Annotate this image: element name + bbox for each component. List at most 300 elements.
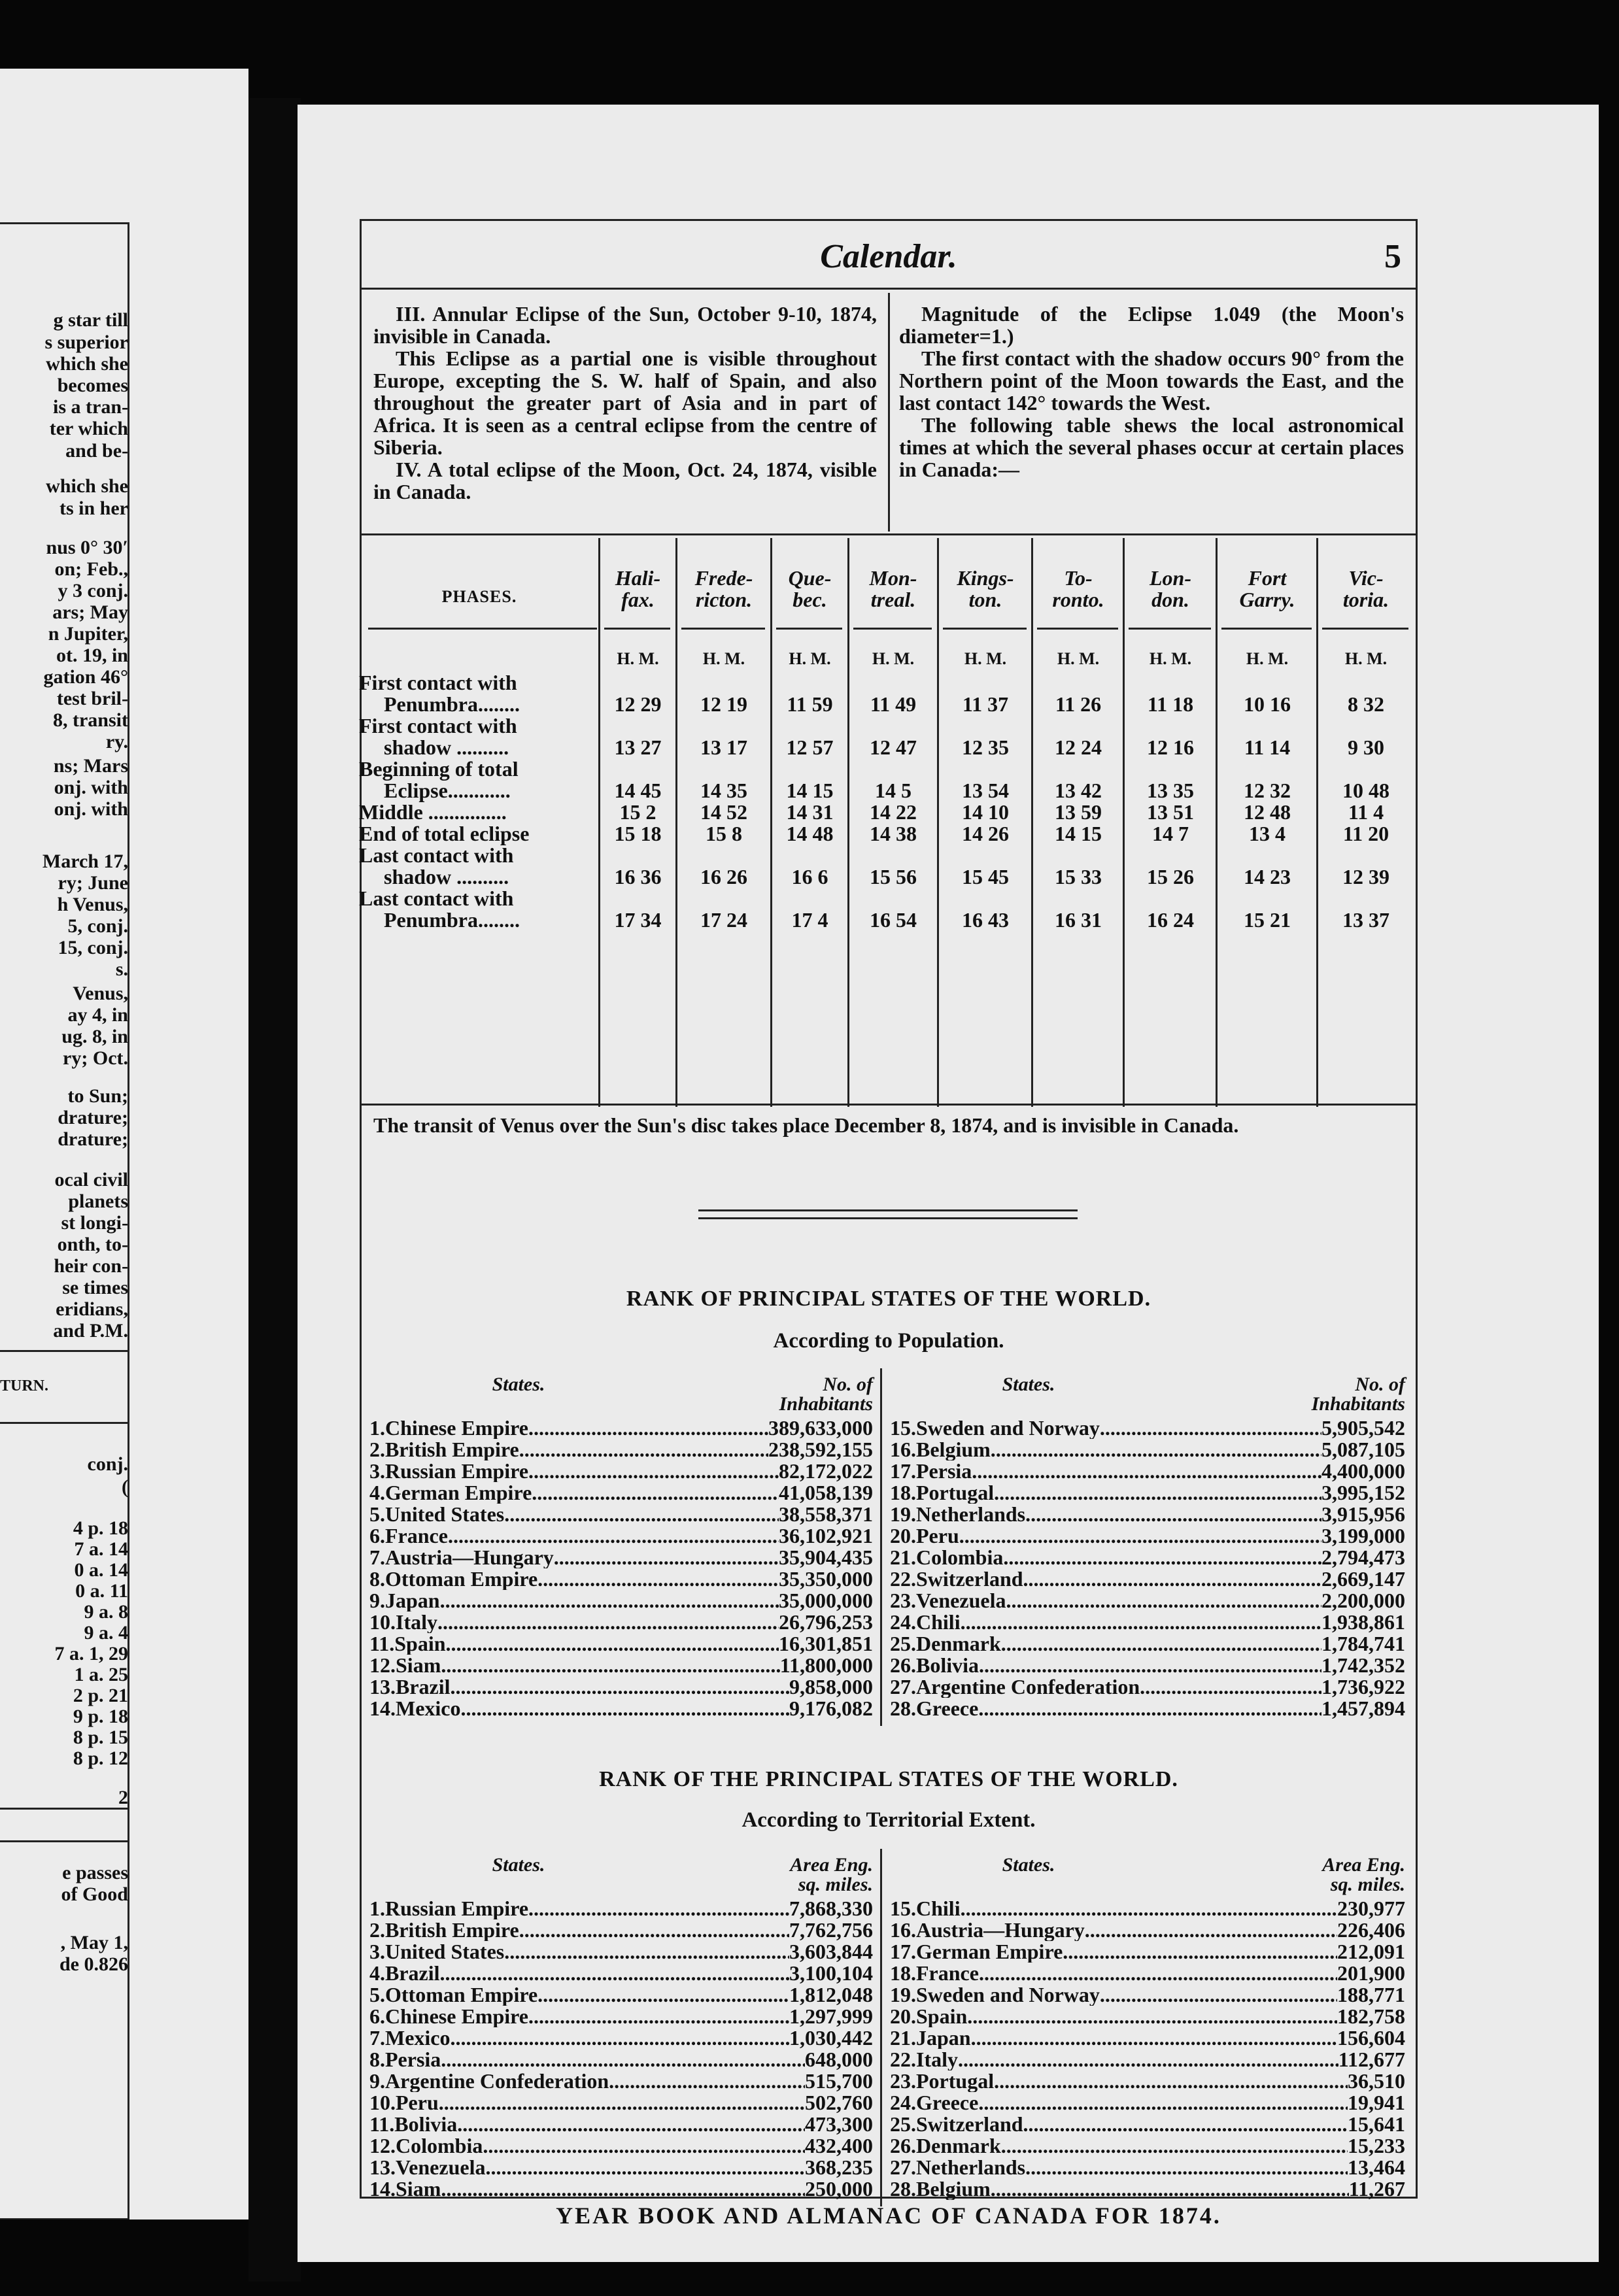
rank-number: 5. <box>369 1984 385 2006</box>
leader-dots <box>441 1655 779 1676</box>
phase-label: End of total eclipse <box>359 822 530 845</box>
state-name: Greece <box>916 1698 979 1719</box>
previous-page-line: onj. with <box>54 798 128 820</box>
state-value: 1,938,861 <box>1321 1612 1405 1633</box>
previous-page-rule <box>0 1808 128 1810</box>
state-name: Mexico <box>396 1698 461 1719</box>
previous-page-line: h Venus, <box>57 894 128 915</box>
rank-number: 27. <box>890 2157 916 2178</box>
annular-eclipse-text: This Eclipse as a partial one is visible throughout Europe, excepting the S. W. half of Spain, and also throughout the greater part of Asia and in part of Africa. It is seen as a central eclipse from the centre of Siberia. <box>373 346 877 459</box>
leader-dots <box>1085 1919 1337 1941</box>
ranking-row <box>890 2157 1405 2178</box>
rank-number: 14. <box>369 2178 396 2200</box>
leader-dots <box>1001 2135 1348 2157</box>
state-value: 5,905,542 <box>1321 1417 1405 1439</box>
place-header-line1: Vic- <box>1348 566 1384 590</box>
ranking-row <box>369 1676 873 1698</box>
state-name: Belgium <box>916 2178 991 2200</box>
rank-number: 16. <box>890 1919 916 1941</box>
rank-number: 22. <box>890 1568 916 1590</box>
ranking-row <box>369 1482 873 1504</box>
time-cell: 12 19 <box>700 692 747 716</box>
ranking-row <box>369 1439 873 1460</box>
ranking-row <box>369 2178 873 2200</box>
hours-minutes-label: H. M. <box>872 649 915 668</box>
place-header-rule <box>943 628 1027 630</box>
ranking-row <box>890 1417 1405 1439</box>
state-value: 201,900 <box>1337 1963 1405 1984</box>
place-header-line1: Mon- <box>869 566 917 590</box>
previous-page-line: ry. <box>105 731 128 752</box>
previous-page-line: ter which <box>49 418 128 439</box>
time-cell: 14 35 <box>700 779 747 802</box>
previous-page-line: 1 a. 25 <box>74 1664 128 1685</box>
ranking-row <box>369 1504 873 1525</box>
hours-minutes-label: H. M. <box>1246 649 1289 668</box>
previous-page-line: nus 0° 30′ <box>46 537 128 558</box>
time-cell: 11 49 <box>870 692 917 716</box>
table-center-divider <box>880 1368 882 1726</box>
hours-minutes-label: H. M. <box>617 649 659 668</box>
leader-dots <box>451 2027 790 2049</box>
rank-number: 28. <box>890 1698 916 1719</box>
ranking-row <box>369 2049 873 2070</box>
state-value: 1,736,922 <box>1321 1676 1405 1698</box>
phase-label-cont: shadow .......... <box>384 865 509 888</box>
previous-page-line: becomes <box>57 375 128 396</box>
ranking-row <box>890 1612 1405 1633</box>
hours-minutes-label: H. M. <box>1344 649 1388 668</box>
state-value: 1,297,999 <box>789 2006 873 2027</box>
rank-number: 17. <box>890 1460 916 1482</box>
time-cell: 11 26 <box>1055 692 1102 716</box>
state-value: 38,558,371 <box>779 1504 873 1525</box>
calendar-page <box>298 105 1599 2262</box>
place-header <box>939 567 1032 611</box>
ranking-row <box>369 1698 873 1719</box>
states-column-header: States. <box>1002 1854 1055 1876</box>
state-name: Chinese Empire <box>385 2006 528 2027</box>
state-name: Ottoman Empire <box>385 1984 538 2006</box>
rank-number: 12. <box>369 1655 396 1676</box>
previous-page-line: is a tran- <box>53 396 128 418</box>
ranking-row <box>890 1984 1405 2006</box>
time-cell: 16 24 <box>1147 908 1194 932</box>
ranking-row <box>369 1919 873 1941</box>
ranking-row <box>890 2092 1405 2114</box>
state-name: Venezuela <box>396 2157 486 2178</box>
ranking-row <box>890 2135 1405 2157</box>
state-value: 2,669,147 <box>1321 1568 1405 1590</box>
time-cell: 14 38 <box>870 822 917 845</box>
previous-page-line: de 0.826 <box>60 1953 128 1975</box>
leader-dots <box>1063 1941 1337 1963</box>
previous-page-rule <box>0 1840 128 1842</box>
previous-page-line: 9 p. 18 <box>73 1706 128 1727</box>
state-value: 7,762,756 <box>789 1919 873 1941</box>
place-header-rule <box>853 628 932 630</box>
rank-number: 10. <box>369 1612 396 1633</box>
previous-page-line: of Good <box>61 1883 128 1905</box>
state-name: Japan <box>385 1590 440 1612</box>
ranking-row <box>369 2027 873 2049</box>
state-name: United States <box>385 1941 505 1963</box>
state-value: 4,400,000 <box>1321 1460 1405 1482</box>
place-header <box>1125 567 1216 611</box>
rank-number: 11. <box>369 2114 395 2135</box>
rank-number: 19. <box>890 1984 916 2006</box>
page-number: 5 <box>1384 238 1401 275</box>
place-header-rule <box>681 628 765 630</box>
leader-dots <box>554 1547 779 1568</box>
value-header-line1: No. of <box>823 1374 873 1395</box>
state-value: 9,858,000 <box>789 1676 873 1698</box>
state-name: Netherlands <box>916 2157 1026 2178</box>
value-header-line1: No. of <box>1355 1374 1405 1395</box>
leader-dots <box>537 1568 779 1590</box>
rank-number: 12. <box>369 2135 396 2157</box>
ranking-row <box>890 2027 1405 2049</box>
value-header-line2: sq. miles. <box>798 1874 873 1895</box>
leader-dots <box>991 2178 1349 2200</box>
time-cell: 16 6 <box>791 865 828 888</box>
place-header <box>849 567 937 611</box>
place-header-line1: Fort <box>1248 566 1287 590</box>
leader-dots <box>1100 1417 1321 1439</box>
leader-dots <box>528 1417 768 1439</box>
rank-number: 18. <box>890 1963 916 1984</box>
time-cell: 13 4 <box>1249 822 1286 845</box>
state-name: Bolivia <box>394 2114 458 2135</box>
previous-page-line: ( <box>122 1476 128 1498</box>
ranking-row <box>890 1482 1405 1504</box>
place-header <box>677 567 770 611</box>
rank-number: 13. <box>369 1676 396 1698</box>
time-cell: 17 4 <box>791 908 828 932</box>
territory-title: RANK OF THE PRINCIPAL STATES OF THE WORLD. <box>599 1767 1178 1791</box>
state-value: 389,633,000 <box>768 1417 873 1439</box>
state-value: 432,400 <box>805 2135 873 2157</box>
ranking-row <box>369 1633 873 1655</box>
intro-right-column <box>899 303 1404 481</box>
phase-label-cont: Penumbra........ <box>384 692 520 716</box>
place-header-line1: Frede- <box>694 566 753 590</box>
time-cell: 11 18 <box>1147 692 1194 716</box>
leader-dots <box>441 2178 805 2200</box>
eclipse-magnitude: Magnitude of the Eclipse 1.049 (the Moon's diameter=1.) <box>899 302 1404 348</box>
ranking-row <box>890 1676 1405 1698</box>
phase-label-cont: Penumbra........ <box>384 908 520 932</box>
rank-number: 17. <box>890 1941 916 1963</box>
leader-dots <box>532 1482 779 1504</box>
state-value: 515,700 <box>805 2070 873 2092</box>
ranking-row <box>369 1590 873 1612</box>
time-cell: 15 21 <box>1244 908 1291 932</box>
ranking-row <box>369 1655 873 1676</box>
time-cell: 8 32 <box>1348 692 1384 716</box>
ranking-row <box>890 1460 1405 1482</box>
leader-dots <box>1140 1676 1321 1698</box>
rank-number: 5. <box>369 1504 385 1525</box>
rank-number: 16. <box>890 1439 916 1460</box>
rank-number: 22. <box>890 2049 916 2070</box>
state-name: Brazil <box>385 1963 440 1984</box>
previous-page-line: gation 46° <box>43 666 128 688</box>
state-name: Italy <box>396 1612 437 1633</box>
leader-dots <box>972 1460 1321 1482</box>
leader-dots <box>979 1963 1337 1984</box>
state-name: Italy <box>916 2049 958 2070</box>
time-cell: 12 47 <box>870 735 917 759</box>
time-cell: 11 20 <box>1342 822 1389 845</box>
rank-number: 14. <box>369 1698 396 1719</box>
leader-dots <box>519 1919 789 1941</box>
previous-page-line: ocal civil <box>54 1169 128 1190</box>
leader-dots <box>967 2006 1337 2027</box>
value-header-line2: Inhabitants <box>1311 1393 1405 1415</box>
time-cell: 12 29 <box>614 692 662 716</box>
state-value: 41,058,139 <box>779 1482 873 1504</box>
previous-page-rule <box>0 1422 128 1424</box>
ranking-row <box>890 1547 1405 1568</box>
rank-number: 15. <box>890 1898 916 1919</box>
hours-minutes-label: H. M. <box>1149 649 1192 668</box>
rank-number: 23. <box>890 2070 916 2092</box>
time-cell: 15 26 <box>1147 865 1194 888</box>
place-header <box>1033 567 1123 611</box>
header-rule <box>362 288 1416 290</box>
time-cell: 15 2 <box>619 800 656 824</box>
previous-page-line: ars; May <box>52 601 128 623</box>
rank-number: 4. <box>369 1482 385 1504</box>
leader-dots <box>440 1590 779 1612</box>
state-name: British Empire <box>385 1439 519 1460</box>
place-header-line1: Hali- <box>615 566 661 590</box>
previous-page-line: onj. with <box>54 777 128 798</box>
time-cell: 13 17 <box>700 735 747 759</box>
time-cell: 16 36 <box>614 865 662 888</box>
state-value: 13,464 <box>1348 2157 1405 2178</box>
time-cell: 17 34 <box>614 908 662 932</box>
state-value: 82,172,022 <box>779 1460 873 1482</box>
previous-page-line: 9 a. 8 <box>84 1601 128 1623</box>
phase-label: Middle ............... <box>359 800 507 824</box>
time-cell: 9 30 <box>1348 735 1384 759</box>
time-cell: 14 31 <box>786 800 834 824</box>
state-name: Brazil <box>396 1676 451 1698</box>
time-cell: 16 54 <box>870 908 917 932</box>
time-cell: 13 35 <box>1147 779 1194 802</box>
place-header-line2: toria. <box>1342 588 1389 611</box>
leader-dots <box>446 1633 779 1655</box>
hours-minutes-label: H. M. <box>789 649 831 668</box>
previous-page-line: ry; Oct. <box>63 1047 128 1069</box>
rank-number: 3. <box>369 1460 385 1482</box>
time-cell: 12 39 <box>1342 865 1389 888</box>
state-name: Siam <box>396 2178 441 2200</box>
state-value: 11,800,000 <box>779 1655 873 1676</box>
state-value: 7,868,330 <box>789 1898 873 1919</box>
time-cell: 16 43 <box>962 908 1009 932</box>
state-name: Switzerland <box>916 2114 1023 2135</box>
time-cell: 12 32 <box>1244 779 1291 802</box>
time-cell: 12 16 <box>1147 735 1194 759</box>
leader-dots <box>528 1898 789 1919</box>
previous-page-line: 9 a. 4 <box>84 1622 128 1644</box>
time-cell: 14 5 <box>875 779 912 802</box>
leader-dots <box>991 1439 1321 1460</box>
state-name: German Empire <box>385 1482 532 1504</box>
previous-page-line: Venus, <box>73 983 128 1004</box>
rank-number: 11. <box>369 1633 395 1655</box>
state-name: France <box>916 1963 979 1984</box>
leader-dots <box>519 1439 768 1460</box>
previous-page-rule <box>0 1350 128 1352</box>
value-column-header <box>1238 1855 1405 1895</box>
rank-number: 19. <box>890 1504 916 1525</box>
state-name: Venezuela <box>916 1590 1006 1612</box>
leader-dots <box>537 1984 789 2006</box>
ranking-row <box>890 1590 1405 1612</box>
time-cell: 15 45 <box>962 865 1009 888</box>
footer-title: YEAR BOOK AND ALMANAC OF CANADA FOR 1874. <box>556 2203 1221 2229</box>
rank-number: 7. <box>369 1547 385 1568</box>
state-value: 230,977 <box>1337 1898 1405 1919</box>
phase-label: First contact with <box>359 714 517 737</box>
place-header-line1: To- <box>1064 566 1093 590</box>
states-column-header: States. <box>1002 1374 1055 1395</box>
state-name: Sweden and Norway <box>916 1984 1100 2006</box>
time-cell: 12 35 <box>962 735 1009 759</box>
previous-page-line: ts in her <box>60 498 128 519</box>
value-header-line2: Inhabitants <box>779 1393 873 1415</box>
previous-page-line: ot. 19, in <box>56 645 128 666</box>
previous-page-line: eridians, <box>56 1298 128 1320</box>
hours-minutes-label: H. M. <box>702 649 745 668</box>
state-value: 5,087,105 <box>1321 1439 1405 1460</box>
page-title: Calendar. <box>820 238 957 275</box>
state-value: 36,102,921 <box>779 1525 873 1547</box>
ranking-row <box>369 1460 873 1482</box>
state-name: Colombia <box>916 1547 1004 1568</box>
previous-page-line: 7 a. 14 <box>74 1538 128 1560</box>
previous-page-line: to Sun; <box>67 1085 128 1107</box>
book-gutter <box>248 98 301 2282</box>
time-cell: 15 33 <box>1055 865 1102 888</box>
rank-number: 9. <box>369 1590 385 1612</box>
phase-label: Last contact with <box>359 886 514 910</box>
leader-dots <box>1025 1504 1321 1525</box>
rank-number: 6. <box>369 2006 385 2027</box>
previous-page-line: 8 p. 12 <box>73 1747 128 1769</box>
leader-dots <box>961 1898 1337 1919</box>
leader-dots <box>958 2049 1338 2070</box>
time-cell: 16 31 <box>1055 908 1102 932</box>
time-cell: 13 59 <box>1055 800 1102 824</box>
state-name: Austria—Hungary <box>385 1547 554 1568</box>
previous-page-line: st longi- <box>61 1212 128 1234</box>
ranking-row <box>890 1698 1405 1719</box>
intro-left-column <box>373 303 877 503</box>
previous-page-line: onth, to- <box>57 1234 128 1255</box>
state-value: 212,091 <box>1337 1941 1405 1963</box>
previous-page-line: March 17, <box>42 851 128 872</box>
rank-number: 6. <box>369 1525 385 1547</box>
hours-minutes-label: H. M. <box>1057 649 1100 668</box>
state-name: Peru <box>396 2092 439 2114</box>
place-header <box>772 567 847 611</box>
leader-dots <box>1100 1984 1337 2006</box>
ranking-row <box>369 2070 873 2092</box>
time-cell: 14 15 <box>1055 822 1102 845</box>
time-cell: 10 16 <box>1244 692 1291 716</box>
previous-page-line: planets <box>68 1190 128 1212</box>
state-name: Russian Empire <box>385 1898 529 1919</box>
first-contact-note: The first contact with the shadow occurs 90° from the Northern point of the Moon towards the East, and the last contact 142° towards the West. <box>899 346 1404 414</box>
ranking-row <box>890 2006 1405 2027</box>
leader-dots <box>971 2027 1337 2049</box>
state-value: 35,350,000 <box>779 1568 873 1590</box>
leader-dots <box>979 1655 1321 1676</box>
value-header-line1: Area Eng. <box>1322 1854 1405 1876</box>
ranking-row <box>890 2070 1405 2092</box>
time-cell: 11 4 <box>1348 800 1384 824</box>
state-name: German Empire <box>916 1941 1063 1963</box>
lunar-eclipse-heading: IV. A total eclipse of the Moon, Oct. 24, 1874, visible in Canada. <box>373 458 877 503</box>
state-value: 502,760 <box>805 2092 873 2114</box>
leader-dots <box>1006 1590 1321 1612</box>
leader-dots <box>1001 1633 1321 1655</box>
previous-page-line: 8, transit <box>53 709 128 731</box>
rank-number: 21. <box>890 1547 916 1568</box>
time-cell: 12 24 <box>1055 735 1102 759</box>
time-cell: 16 26 <box>700 865 747 888</box>
ranking-row <box>890 1633 1405 1655</box>
state-name: Netherlands <box>916 1504 1026 1525</box>
time-cell: 14 15 <box>786 779 834 802</box>
previous-page-line: heir con- <box>54 1255 128 1277</box>
state-value: 2,200,000 <box>1321 1590 1405 1612</box>
phase-label: First contact with <box>359 671 517 694</box>
place-header-line1: Lon- <box>1150 566 1191 590</box>
state-name: Persia <box>916 1460 972 1482</box>
state-value: 35,904,435 <box>779 1547 873 1568</box>
time-cell: 12 57 <box>786 735 834 759</box>
states-column-header: States. <box>492 1374 545 1395</box>
place-header-line2: treal. <box>870 588 916 611</box>
time-cell: 17 24 <box>700 908 747 932</box>
state-value: 9,176,082 <box>789 1698 873 1719</box>
ranking-row <box>369 1525 873 1547</box>
place-header <box>1318 567 1414 611</box>
previous-page-line: g star till <box>53 309 128 331</box>
value-column-header <box>672 1375 873 1414</box>
place-header <box>1218 567 1317 611</box>
state-name: Mexico <box>385 2027 451 2049</box>
ranking-row <box>369 1898 873 1919</box>
state-value: 36,510 <box>1348 2070 1405 2092</box>
time-cell: 12 48 <box>1244 800 1291 824</box>
state-name: Portugal <box>916 2070 995 2092</box>
state-name: Colombia <box>396 2135 483 2157</box>
state-value: 188,771 <box>1337 1984 1405 2006</box>
state-value: 3,915,956 <box>1321 1504 1405 1525</box>
ranking-row <box>890 1941 1405 1963</box>
state-name: Spain <box>394 1633 446 1655</box>
state-value: 226,406 <box>1337 1919 1405 1941</box>
state-value: 3,603,844 <box>789 1941 873 1963</box>
time-cell: 11 59 <box>787 692 833 716</box>
